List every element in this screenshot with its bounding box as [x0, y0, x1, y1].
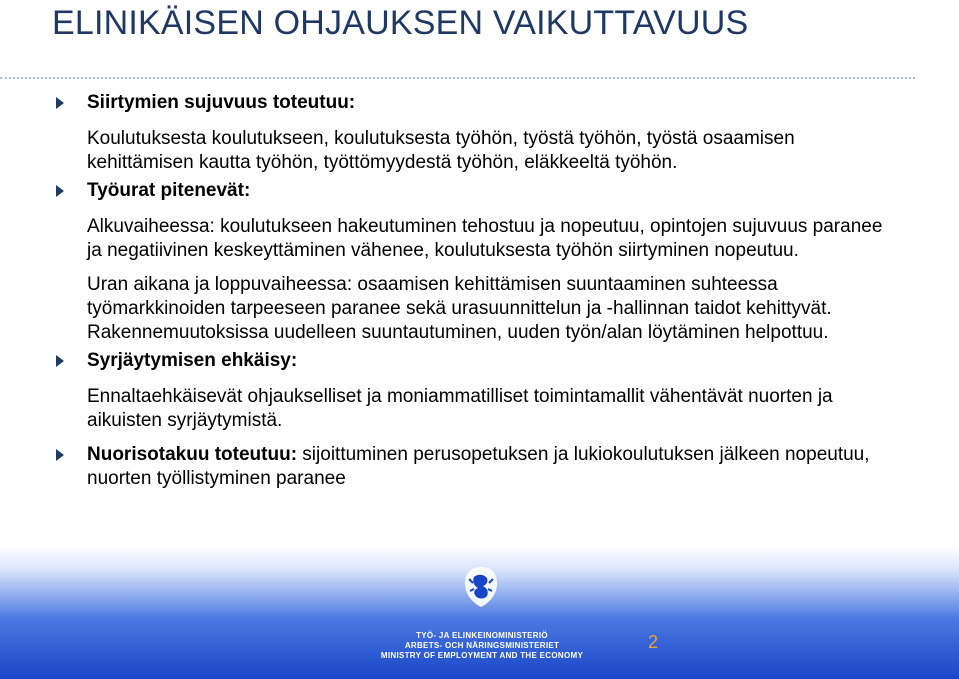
bullet-arrow-icon — [56, 185, 64, 197]
bullet-heading: Nuorisotakuu toteutuu: — [87, 444, 298, 465]
page-number: 2 — [648, 632, 659, 652]
bullet-paragraph: Uran aikana ja loppuvaiheessa: osaamisen kehittämisen suuntaaminen suhteessa työmarkkinoiden tarpeeseen paranee sekä urasuunnittelun ja -hallinnan taidot kehittyvät. Rakennemuutoksissa uudelleen suuntautuminen, uuden työn/alan löytäminen helpottuu. — [87, 274, 832, 343]
bullet-item — [52, 179, 902, 203]
ministry-name-sv: ARBETS- OCH NÄRINGSMINISTERIET — [404, 641, 560, 650]
bullet-heading: Syrjäytymisen ehkäisy: — [87, 350, 298, 371]
bullet-item — [52, 91, 902, 115]
slide-content — [52, 91, 902, 491]
bullet-paragraph: Koulutuksesta koulutukseen, koulutuksesta työhön, työstä työhön, työstä osaamisen kehittämisen kautta työhön, työttömyydestä työhön, eläkkeeltä työhön. — [87, 128, 795, 173]
ministry-lion-logo-icon — [463, 565, 499, 609]
bullet-inline-text: sijoittuminen perusopetuksen ja lukiokoulutuksen jälkeen nopeutuu, nuorten työllistyminen paranee — [87, 444, 870, 489]
bullet-paragraph: Alkuvaiheessa: koulutukseen hakeutuminen tehostuu ja nopeutuu, opintojen sujuvuus paranee ja negatiivinen keskeyttäminen vähenee, koulutuksesta työhön siirtyminen nopeutuu. — [87, 216, 883, 261]
bullet-arrow-icon — [56, 449, 64, 461]
ministry-name — [372, 631, 592, 661]
bullet-item — [52, 443, 902, 491]
title-divider — [0, 77, 915, 79]
bullet-paragraph: Ennaltaehkäisevät ohjaukselliset ja moniammatilliset toimintamallit vähentävät nuorten ja aikuisten syrjäytymistä. — [87, 386, 833, 431]
ministry-name-fi: TYÖ- JA ELINKEINOMINISTERIÖ — [416, 631, 548, 640]
ministry-name-en: MINISTRY OF EMPLOYMENT AND THE ECONOMY — [380, 651, 584, 660]
bullet-arrow-icon — [56, 97, 64, 109]
bullet-heading: Siirtymien sujuvuus toteutuu: — [87, 92, 356, 113]
bullet-arrow-icon — [56, 355, 64, 367]
bullet-heading: Työurat pitenevät: — [87, 180, 251, 201]
bullet-item — [52, 349, 902, 373]
slide-title: ELINIKÄISEN OHJAUKSEN VAIKUTTAVUUS — [52, 4, 749, 42]
